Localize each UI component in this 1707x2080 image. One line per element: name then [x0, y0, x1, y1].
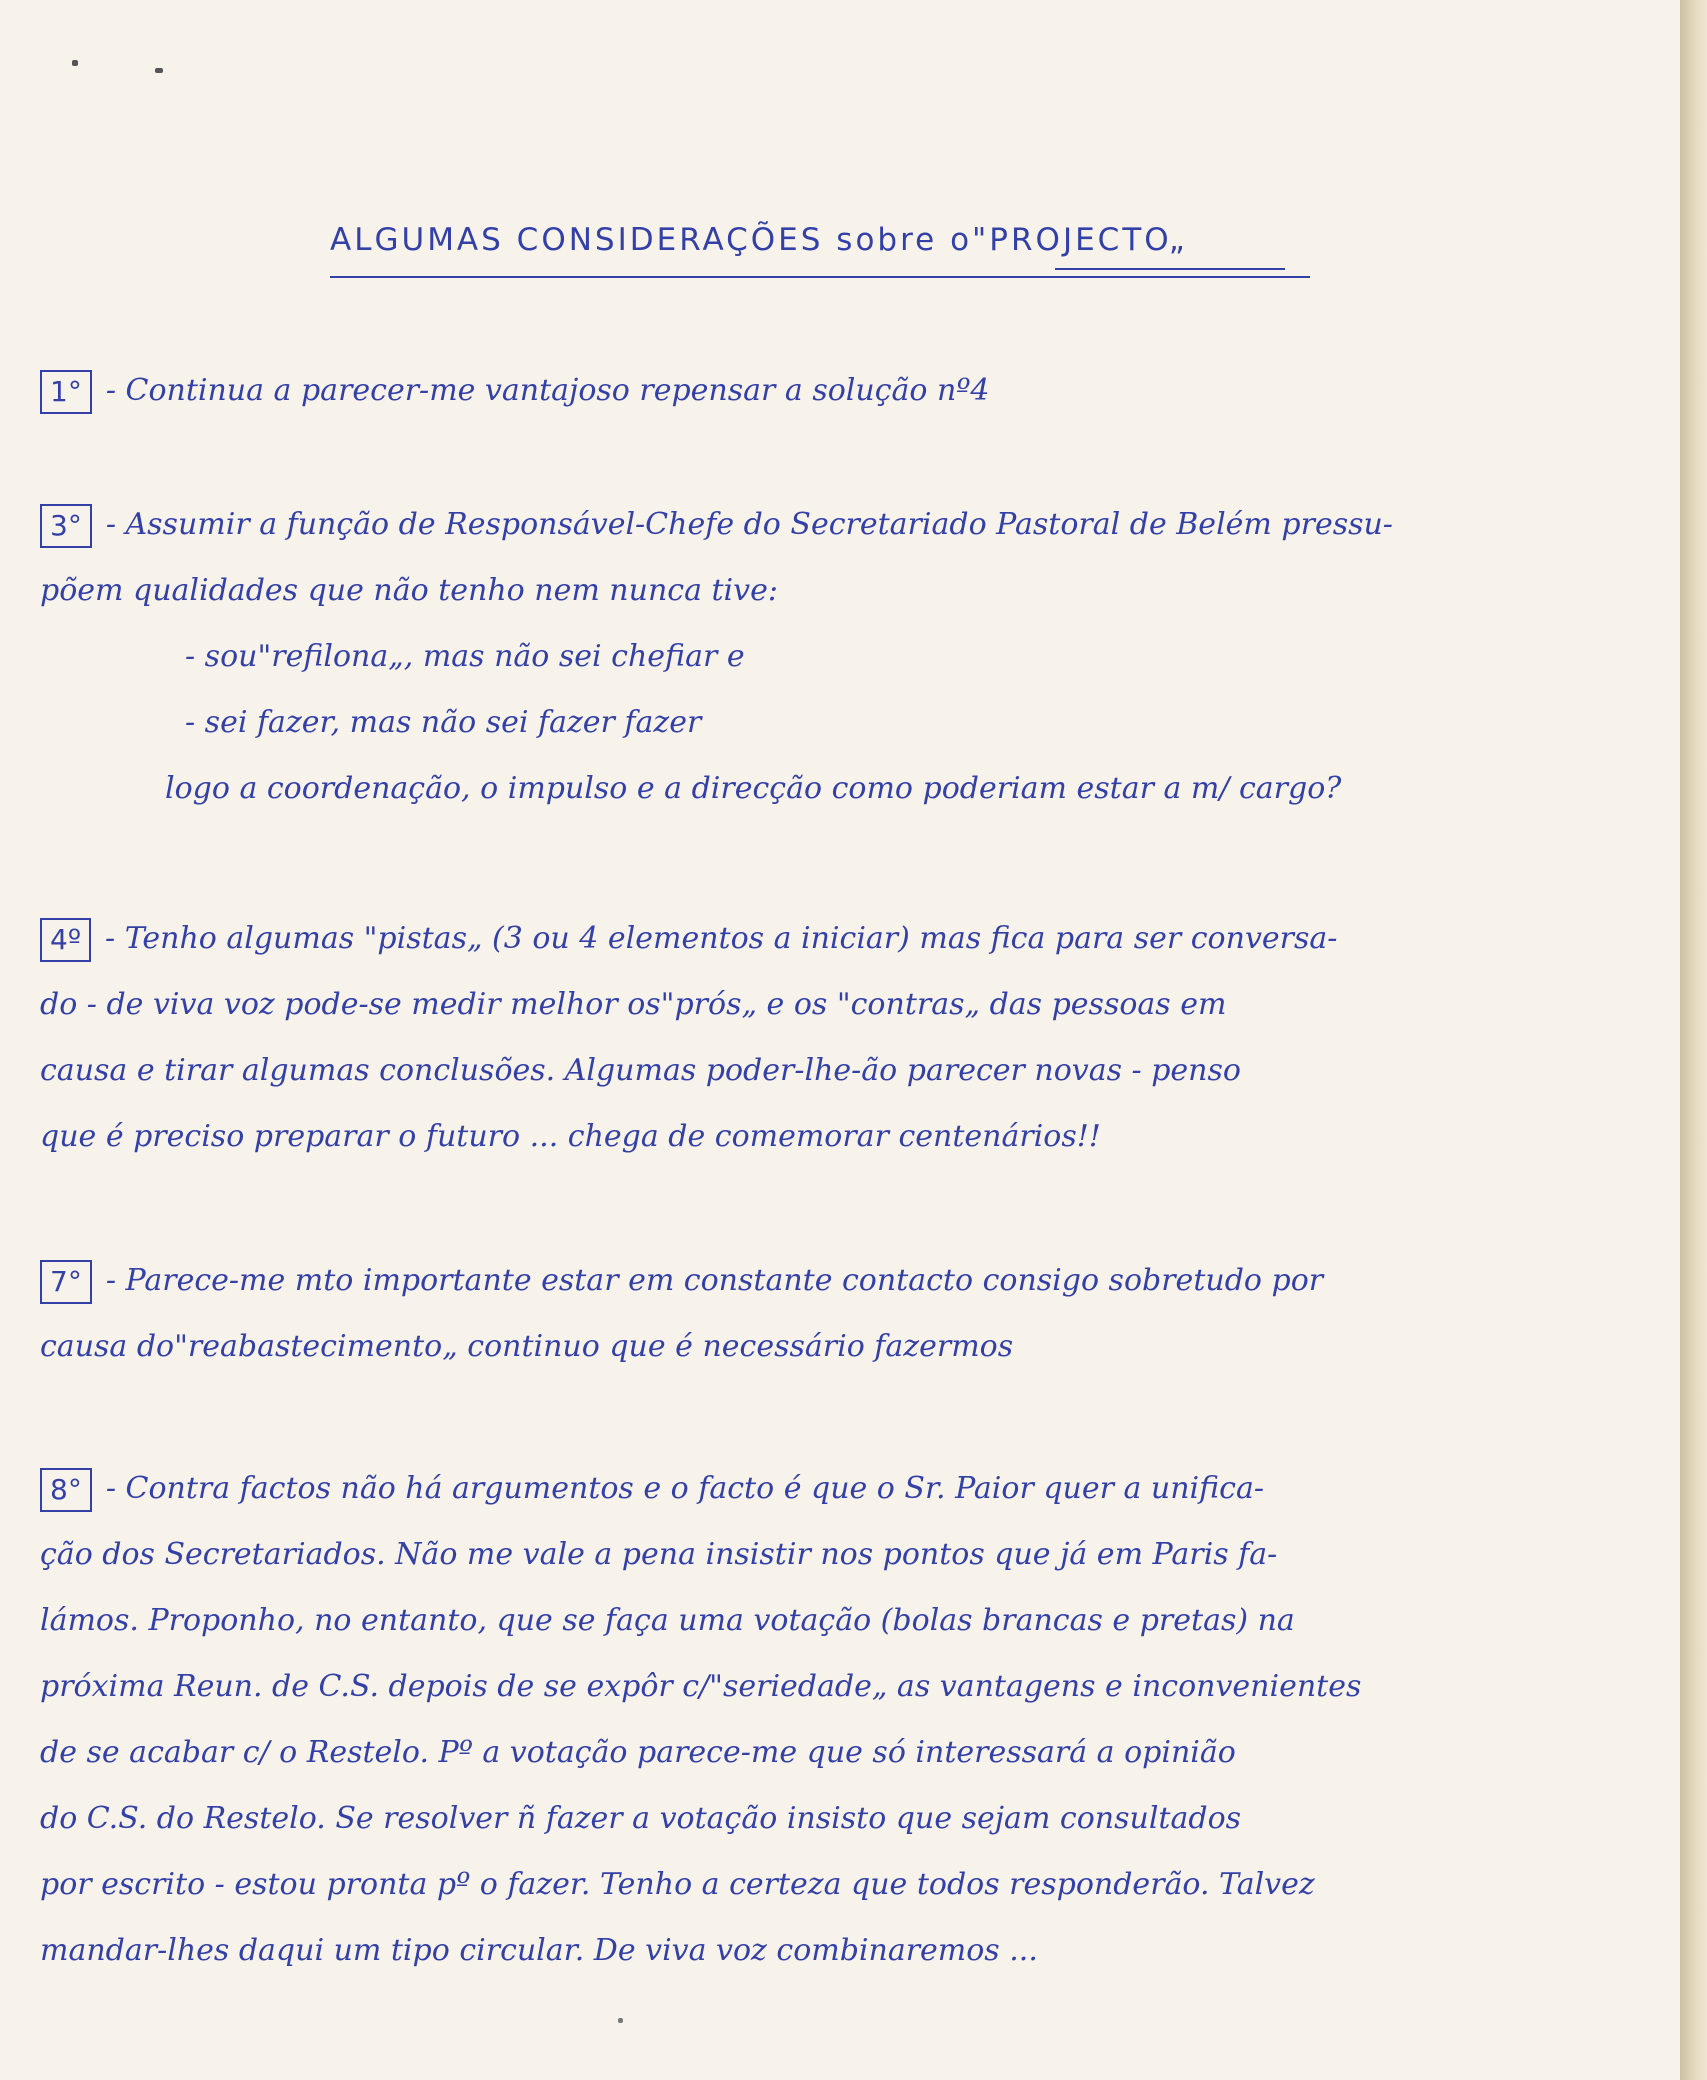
title-underline-secondary	[1055, 268, 1285, 270]
title-underline	[330, 276, 1310, 278]
section-text: - Contra factos não há argumentos e o facto é que o Sr. Paior quer a unifica-	[105, 1471, 1264, 1506]
section-text: do - de viva voz pode-se medir melhor os"prós„ e os "contras„ das pessoas em	[40, 987, 1227, 1022]
section-3	[40, 492, 1660, 822]
section-text: - Parece-me mto importante estar em constante contacto consigo sobretudo por	[105, 1263, 1324, 1298]
section-text: põem qualidades que não tenho nem nunca tive:	[40, 573, 778, 608]
section-text: de se acabar c/ o Restelo. Pº a votação parece-me que só interessará a opinião	[40, 1735, 1236, 1770]
section-4	[40, 906, 1660, 1170]
section-text: - sei fazer, mas não sei fazer fazer	[185, 705, 702, 740]
section-line	[40, 492, 1660, 558]
section-text: por escrito - estou pronta pº o fazer. Tenho a certeza que todos responderão. Talvez	[40, 1867, 1315, 1902]
section-7	[40, 1248, 1660, 1380]
section-1	[40, 358, 1660, 424]
document-title: ALGUMAS CONSIDERAÇÕES sobre o"PROJECTO„	[330, 222, 1188, 258]
section-number-box: 8°	[40, 1468, 92, 1512]
section-text: que é preciso preparar o futuro ... chega de comemorar centenários!!	[40, 1119, 1101, 1154]
section-line	[40, 906, 1660, 972]
paper-edge	[1680, 0, 1707, 2080]
paper-speck	[72, 60, 78, 66]
section-text: logo a coordenação, o impulso e a direcção como poderiam estar a m/ cargo?	[165, 771, 1342, 806]
section-text: lámos. Proponho, no entanto, que se faça uma votação (bolas brancas e pretas) na	[40, 1603, 1295, 1638]
section-number-box: 7°	[40, 1260, 92, 1304]
section-number-box: 3°	[40, 504, 92, 548]
section-text: causa do"reabastecimento„ continuo que é necessário fazermos	[40, 1329, 1014, 1364]
section-text: mandar-lhes daqui um tipo circular. De viva voz combinaremos ...	[40, 1933, 1038, 1968]
section-8	[40, 1456, 1660, 1984]
section-text: próxima Reun. de C.S. depois de se expôr c/"seriedade„ as vantagens e inconvenientes	[40, 1669, 1362, 1704]
section-line	[40, 358, 1660, 424]
section-number-box: 1°	[40, 370, 92, 414]
section-text: - Continua a parecer-me vantajoso repensar a solução nº4	[105, 373, 990, 408]
section-text: do C.S. do Restelo. Se resolver ñ fazer a votação insisto que sejam consultados	[40, 1801, 1242, 1836]
section-number-box: 4º	[40, 918, 91, 962]
paper-speck	[155, 68, 163, 73]
section-text: - Assumir a função de Responsável-Chefe do Secretariado Pastoral de Belém pressu-	[105, 507, 1393, 542]
section-line	[40, 1456, 1660, 1522]
section-text: - Tenho algumas "pistas„ (3 ou 4 elementos a iniciar) mas fica para ser conversa-	[105, 921, 1338, 956]
section-text: causa e tirar algumas conclusões. Algumas poder-lhe-ão parecer novas - penso	[40, 1053, 1241, 1088]
section-text: ção dos Secretariados. Não me vale a pena insistir nos pontos que já em Paris fa-	[40, 1537, 1278, 1572]
section-line	[40, 1248, 1660, 1314]
paper-speck	[618, 2018, 623, 2023]
section-text: - sou"refilona„, mas não sei chefiar e	[185, 639, 745, 674]
